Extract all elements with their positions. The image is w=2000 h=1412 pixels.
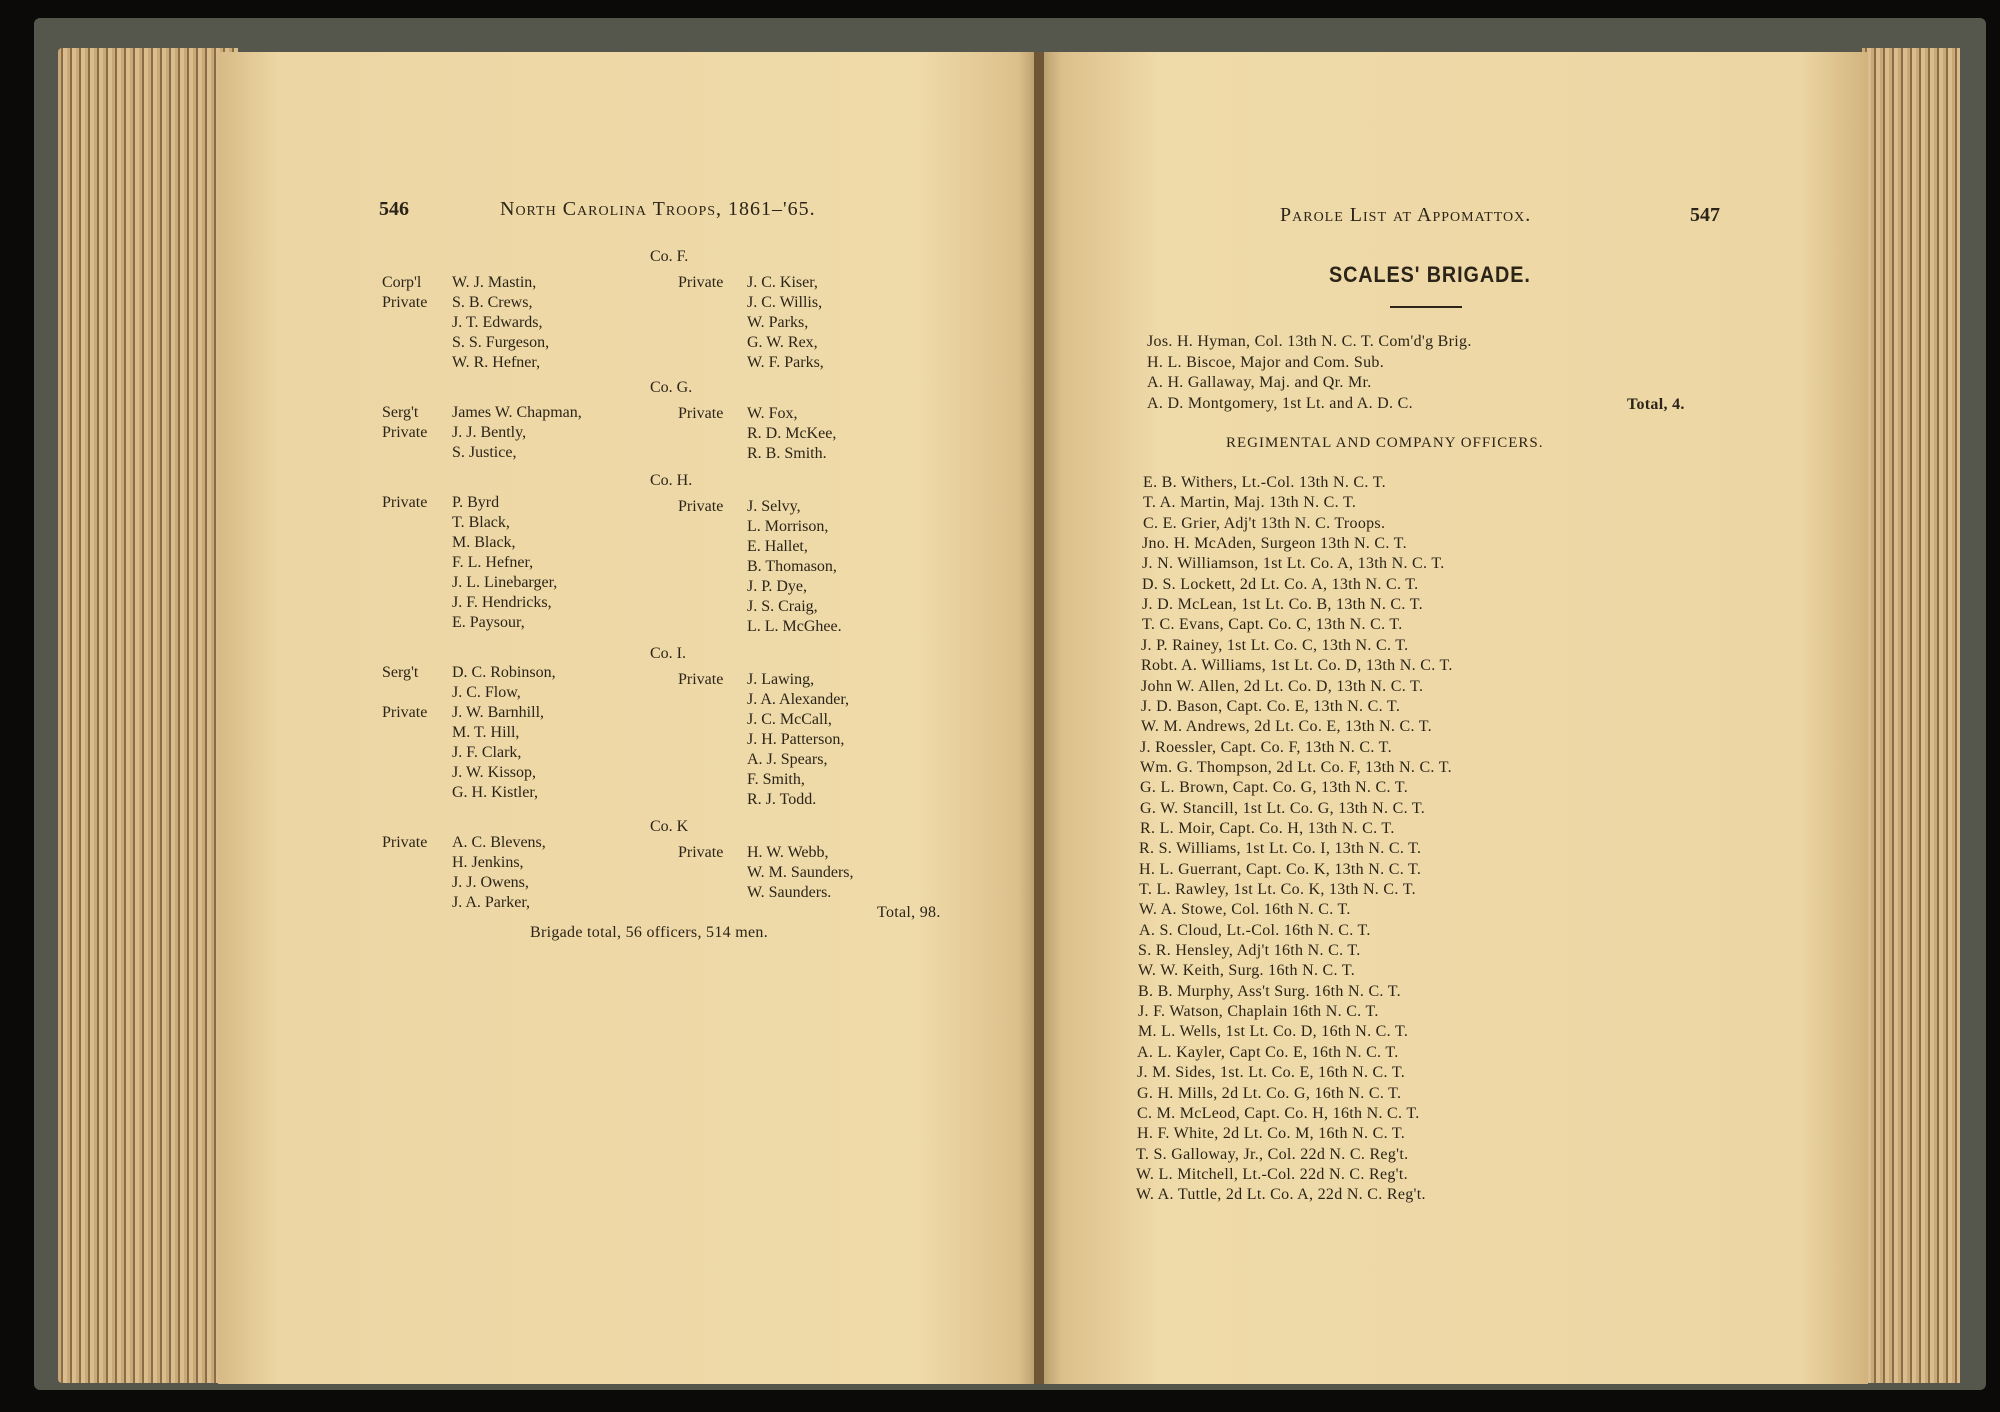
company-name: W. Saunders. (747, 884, 832, 901)
company-heading: Co. I. (650, 645, 686, 662)
right-page-number: 547 (1690, 204, 1720, 226)
roster-name: J. J. Owens, (452, 874, 529, 891)
officer-entry: J. N. Williamson, 1st Lt. Co. A, 13th N. C. T. (1142, 555, 1445, 573)
roster-rank: Serg't (382, 664, 419, 681)
roster-rank: Private (382, 294, 428, 311)
roster-name: S. B. Crews, (452, 294, 533, 311)
officer-entry: W. W. Keith, Surg. 16th N. C. T. (1138, 962, 1356, 980)
roster-name: S. S. Furgeson, (452, 334, 550, 351)
roster-name: M. T. Hill, (452, 724, 520, 741)
company-name: L. Morrison, (747, 518, 829, 535)
page-edges-left (58, 48, 238, 1383)
roster-name: J. T. Edwards, (452, 314, 543, 331)
company-name: R. B. Smith. (747, 445, 827, 462)
officer-entry: J. Roessler, Capt. Co. F, 13th N. C. T. (1140, 738, 1392, 756)
roster-name: P. Byrd (452, 494, 500, 511)
company-name: J. P. Dye, (747, 578, 808, 595)
officer-entry: R. S. Williams, 1st Lt. Co. I, 13th N. C. T. (1139, 840, 1422, 858)
officer-entry: C. M. McLeod, Capt. Co. H, 16th N. C. T. (1137, 1104, 1420, 1122)
roster-name: M. Black, (452, 534, 516, 551)
company-name: L. L. McGhee. (747, 618, 842, 635)
company-rank: Private (678, 274, 724, 291)
officer-entry: H. F. White, 2d Lt. Co. M, 16th N. C. T. (1137, 1125, 1406, 1143)
officer-entry: John W. Allen, 2d Lt. Co. D, 13th N. C. T. (1141, 677, 1424, 695)
roster-name: F. L. Hefner, (452, 554, 534, 571)
right-page-header: Parole List at Appomattox. (1280, 204, 1532, 226)
officer-entry: Robt. A. Williams, 1st Lt. Co. D, 13th N. C. T. (1141, 657, 1453, 675)
roster-name: S. Justice, (452, 444, 517, 461)
officer-entry: J. P. Rainey, 1st Lt. Co. C, 13th N. C. T. (1141, 636, 1409, 654)
company-heading: Co. H. (650, 472, 693, 489)
left-page (218, 52, 1038, 1384)
officer-entry: H. L. Guerrant, Capt. Co. K, 13th N. C. T. (1139, 860, 1422, 878)
roster-name: H. Jenkins, (452, 854, 524, 871)
company-name: J. S. Craig, (747, 598, 818, 615)
officer-entry: T. L. Rawley, 1st Lt. Co. K, 13th N. C. T. (1139, 881, 1416, 898)
officer-entry: J. D. McLean, 1st Lt. Co. B, 13th N. C. T. (1142, 596, 1423, 614)
officer-entry: A. L. Kayler, Capt Co. E, 16th N. C. T. (1137, 1043, 1399, 1061)
page-edges-right (1862, 48, 1960, 1383)
roster-name: J. J. Bently, (452, 424, 527, 441)
roster-rank: Private (382, 424, 428, 441)
left-page-number: 546 (379, 198, 409, 220)
roster-name: T. Black, (452, 514, 510, 531)
company-rank: Private (678, 498, 724, 515)
officer-entry: Jno. H. McAden, Surgeon 13th N. C. T. (1142, 535, 1407, 553)
officer-entry: C. E. Grier, Adj't 13th N. C. Troops. (1143, 514, 1386, 532)
officer-entry: T. C. Evans, Capt. Co. C, 13th N. C. T. (1142, 616, 1403, 634)
company-name: J. C. McCall, (747, 711, 832, 728)
roster-name: J. C. Flow, (452, 684, 521, 701)
company-rank: Private (678, 844, 724, 861)
staff-total: Total, 4. (1627, 396, 1685, 413)
officer-entry: M. L. Wells, 1st Lt. Co. D, 16th N. C. T. (1138, 1023, 1409, 1041)
company-name: J. C. Kiser, (747, 274, 818, 291)
company-name: H. W. Webb, (747, 844, 829, 861)
company-rank: Private (678, 671, 724, 688)
officer-entry: D. S. Lockett, 2d Lt. Co. A, 13th N. C. T. (1142, 575, 1419, 593)
roster-rank: Private (382, 834, 428, 851)
company-name: G. W. Rex, (747, 334, 818, 351)
company-heading: Co. G. (650, 379, 693, 396)
roster-name: W. R. Hefner, (452, 354, 541, 371)
roster-name: J. W. Kissop, (452, 764, 537, 781)
company-name: J. C. Willis, (747, 294, 823, 311)
company-name: W. M. Saunders, (747, 864, 854, 881)
roster-rank: Private (382, 704, 428, 721)
officer-entry: B. B. Murphy, Ass't Surg. 16th N. C. T. (1138, 982, 1401, 1000)
company-name: W. Fox, (747, 405, 798, 422)
brigade-total: Brigade total, 56 officers, 514 men. (530, 924, 769, 941)
left-page-header: North Carolina Troops, 1861–'65. (500, 198, 816, 220)
roster-name: E. Paysour, (452, 614, 525, 631)
company-name: R. D. McKee, (747, 425, 837, 442)
company-heading: Co. F. (650, 248, 689, 265)
company-name: E. Hallet, (747, 538, 808, 555)
staff-entry: H. L. Biscoe, Major and Com. Sub. (1147, 353, 1384, 371)
officer-entry: R. L. Moir, Capt. Co. H, 13th N. C. T. (1140, 819, 1395, 837)
roster-name: D. C. Robinson, (452, 664, 556, 681)
staff-entry: Jos. H. Hyman, Col. 13th N. C. T. Com'd'g Brig. (1147, 333, 1472, 350)
roster-rank: Private (382, 494, 428, 511)
roster-name: J. W. Barnhill, (452, 704, 545, 721)
company-rank: Private (678, 405, 724, 422)
officer-entry: A. S. Cloud, Lt.-Col. 16th N. C. T. (1139, 921, 1371, 939)
roster-name: W. J. Mastin, (452, 274, 537, 291)
company-name: R. J. Todd. (747, 791, 817, 808)
brigade-title: SCALES' BRIGADE. (1329, 262, 1531, 287)
officer-entry: W. M. Andrews, 2d Lt. Co. E, 13th N. C. T. (1141, 718, 1432, 736)
company-total: Total, 98. (877, 904, 941, 921)
officer-entry: W. A. Tuttle, 2d Lt. Co. A, 22d N. C. Reg't. (1136, 1186, 1426, 1204)
company-name: B. Thomason, (747, 558, 837, 575)
roster-name: J. F. Hendricks, (452, 594, 552, 611)
roster-name: J. F. Clark, (452, 744, 522, 761)
title-rule (1390, 306, 1462, 308)
officer-entry: G. H. Mills, 2d Lt. Co. G, 16th N. C. T. (1137, 1084, 1402, 1102)
roster-name: G. H. Kistler, (452, 784, 539, 801)
company-name: J. H. Patterson, (747, 731, 845, 748)
company-name: W. F. Parks, (747, 354, 824, 371)
company-name: J. A. Alexander, (747, 691, 850, 708)
officer-entry: J. M. Sides, 1st. Lt. Co. E, 16th N. C. T. (1137, 1064, 1406, 1082)
roster-name: J. L. Linebarger, (452, 574, 558, 591)
officer-entry: S. R. Hensley, Adj't 16th N. C. T. (1138, 942, 1361, 960)
officer-entry: E. B. Withers, Lt.-Col. 13th N. C. T. (1143, 474, 1386, 491)
company-heading: Co. K (650, 818, 689, 835)
roster-name: James W. Chapman, (452, 404, 582, 421)
book-gutter (1034, 52, 1044, 1384)
officer-entry: J. D. Bason, Capt. Co. E, 13th N. C. T. (1141, 697, 1401, 715)
officer-entry: G. W. Stancill, 1st Lt. Co. G, 13th N. C. T. (1140, 799, 1426, 817)
officer-entry: T. S. Galloway, Jr., Col. 22d N. C. Reg't. (1136, 1145, 1409, 1163)
officer-entry: G. L. Brown, Capt. Co. G, 13th N. C. T. (1140, 779, 1408, 797)
staff-entry: A. D. Montgomery, 1st Lt. and A. D. C. (1147, 394, 1413, 412)
roster-name: J. A. Parker, (452, 894, 531, 911)
company-name: J. Lawing, (747, 671, 815, 688)
company-name: W. Parks, (747, 314, 809, 331)
officers-subheading: REGIMENTAL AND COMPANY OFFICERS. (1226, 435, 1544, 451)
company-name: J. Selvy, (747, 498, 801, 515)
roster-name: A. C. Blevens, (452, 834, 546, 851)
officer-entry: T. A. Martin, Maj. 13th N. C. T. (1143, 494, 1357, 512)
officer-entry: J. F. Watson, Chaplain 16th N. C. T. (1138, 1003, 1379, 1021)
officer-entry: W. A. Stowe, Col. 16th N. C. T. (1139, 901, 1351, 919)
company-name: F. Smith, (747, 771, 805, 788)
roster-rank: Serg't (382, 404, 419, 421)
roster-rank: Corp'l (382, 274, 422, 291)
staff-entry: A. H. Gallaway, Maj. and Qr. Mr. (1147, 374, 1372, 391)
company-name: A. J. Spears, (747, 751, 828, 768)
officer-entry: Wm. G. Thompson, 2d Lt. Co. F, 13th N. C. T. (1140, 758, 1452, 776)
officer-entry: W. L. Mitchell, Lt.-Col. 22d N. C. Reg't. (1136, 1165, 1408, 1183)
